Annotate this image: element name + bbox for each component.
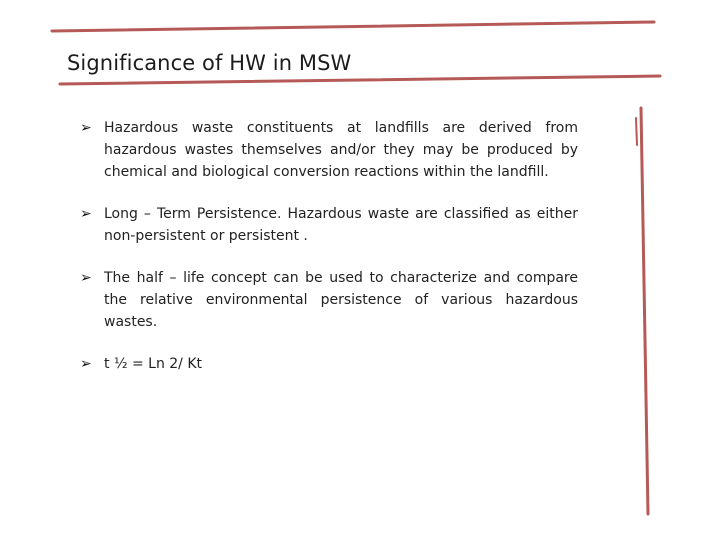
bullet-text: Long – Term Persistence. Hazardous waste are classified as either non-persistent or persistent . [104, 206, 578, 244]
bullet-text: t ½ = Ln 2/ Kt [104, 356, 203, 372]
bullet-item [80, 203, 578, 247]
arrow-bullet-icon: ➢ [80, 270, 92, 286]
arrow-bullet-icon: ➢ [80, 120, 92, 136]
bullet-text: Hazardous waste constituents at landfills are derived from hazardous wastes themselves and/or they may be produced by chemical and biological conversion reactions within the landfill. [104, 120, 578, 180]
bullet-item [80, 353, 578, 375]
arrow-bullet-icon: ➢ [80, 206, 92, 222]
right-border-line-outer [641, 108, 648, 514]
bullet-list [80, 117, 578, 375]
bullet-text: The half – life concept can be used to characterize and compare the relative environmental persistence of various hazardous wastes. [104, 270, 578, 330]
bullet-item [80, 267, 578, 333]
slide-title: Significance of HW in MSW [67, 51, 352, 75]
top-border-line-upper [52, 22, 654, 31]
bullet-item [80, 117, 578, 183]
right-border-line-inner [636, 118, 637, 145]
arrow-bullet-icon: ➢ [80, 356, 92, 372]
